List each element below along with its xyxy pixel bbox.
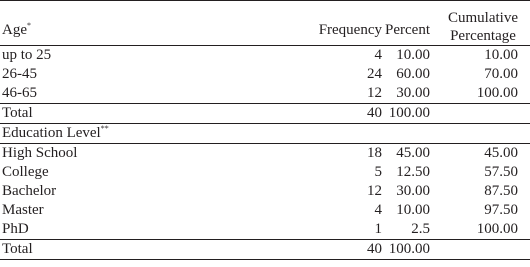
header-row bbox=[0, 1, 530, 46]
row-frequency: 1 bbox=[374, 221, 382, 237]
row-cumulative: 100.00 bbox=[476, 85, 518, 101]
education-section-label: Education Level bbox=[2, 125, 101, 141]
row-label: Bachelor bbox=[2, 183, 57, 199]
row-frequency: 12 bbox=[367, 183, 382, 199]
row-frequency: 4 bbox=[374, 47, 382, 63]
row-percent: 30.00 bbox=[396, 85, 430, 101]
row-cumulative: 87.50 bbox=[484, 183, 518, 199]
row-percent: 45.00 bbox=[396, 145, 430, 161]
row-cumulative: 45.00 bbox=[484, 145, 518, 161]
age-footnote-mark: * bbox=[27, 21, 31, 30]
table-row bbox=[0, 65, 530, 84]
row-frequency: 18 bbox=[367, 145, 382, 161]
cumulative-header-line1: Cumulative bbox=[448, 10, 518, 26]
total-percent: 100.00 bbox=[382, 240, 430, 260]
education-section-heading bbox=[0, 124, 530, 144]
education-footnote-mark: ** bbox=[100, 124, 109, 133]
row-frequency: 12 bbox=[367, 85, 382, 101]
percent-column-header: Percent bbox=[382, 1, 430, 46]
frequency-column-header: Frequency bbox=[280, 1, 382, 46]
row-label: Master bbox=[2, 202, 44, 218]
cumulative-column-header bbox=[430, 1, 530, 46]
row-label: College bbox=[2, 164, 49, 180]
total-frequency: 40 bbox=[280, 104, 382, 124]
row-cumulative: 100.00 bbox=[476, 221, 518, 237]
row-percent: 2.5 bbox=[411, 221, 430, 237]
age-column-header bbox=[0, 1, 280, 46]
row-cumulative: 97.50 bbox=[484, 202, 518, 218]
row-percent: 60.00 bbox=[396, 66, 430, 82]
table-row bbox=[0, 220, 530, 240]
row-cumulative: 70.00 bbox=[484, 66, 518, 82]
row-percent: 10.00 bbox=[396, 47, 430, 63]
row-percent: 10.00 bbox=[396, 202, 430, 218]
age-header-label: Age bbox=[2, 22, 27, 38]
row-label: High School bbox=[2, 145, 78, 161]
table-row bbox=[0, 163, 530, 182]
row-percent: 30.00 bbox=[396, 183, 430, 199]
row-frequency: 24 bbox=[367, 66, 382, 82]
row-cumulative: 57.50 bbox=[484, 164, 518, 180]
table-row bbox=[0, 144, 530, 164]
education-total-row bbox=[0, 240, 530, 260]
row-label: up to 25 bbox=[2, 47, 52, 63]
table-row bbox=[0, 46, 530, 66]
table-header bbox=[0, 1, 530, 46]
row-frequency: 5 bbox=[374, 164, 382, 180]
row-frequency: 4 bbox=[374, 202, 382, 218]
total-frequency: 40 bbox=[280, 240, 382, 260]
cumulative-header-line2: Percentage bbox=[450, 28, 516, 44]
total-percent: 100.00 bbox=[382, 104, 430, 124]
row-label: 26-45 bbox=[2, 66, 37, 82]
total-label: Total bbox=[0, 240, 280, 260]
row-cumulative: 10.00 bbox=[484, 47, 518, 63]
table-row bbox=[0, 182, 530, 201]
table-body bbox=[0, 46, 530, 260]
total-label: Total bbox=[0, 104, 280, 124]
education-section-row bbox=[0, 124, 530, 144]
total-cumulative bbox=[430, 240, 530, 260]
total-cumulative bbox=[430, 104, 530, 124]
table-row bbox=[0, 201, 530, 220]
row-percent: 12.50 bbox=[396, 164, 430, 180]
table-row bbox=[0, 84, 530, 104]
age-total-row bbox=[0, 104, 530, 124]
row-label: 46-65 bbox=[2, 85, 37, 101]
row-label: PhD bbox=[2, 221, 29, 237]
